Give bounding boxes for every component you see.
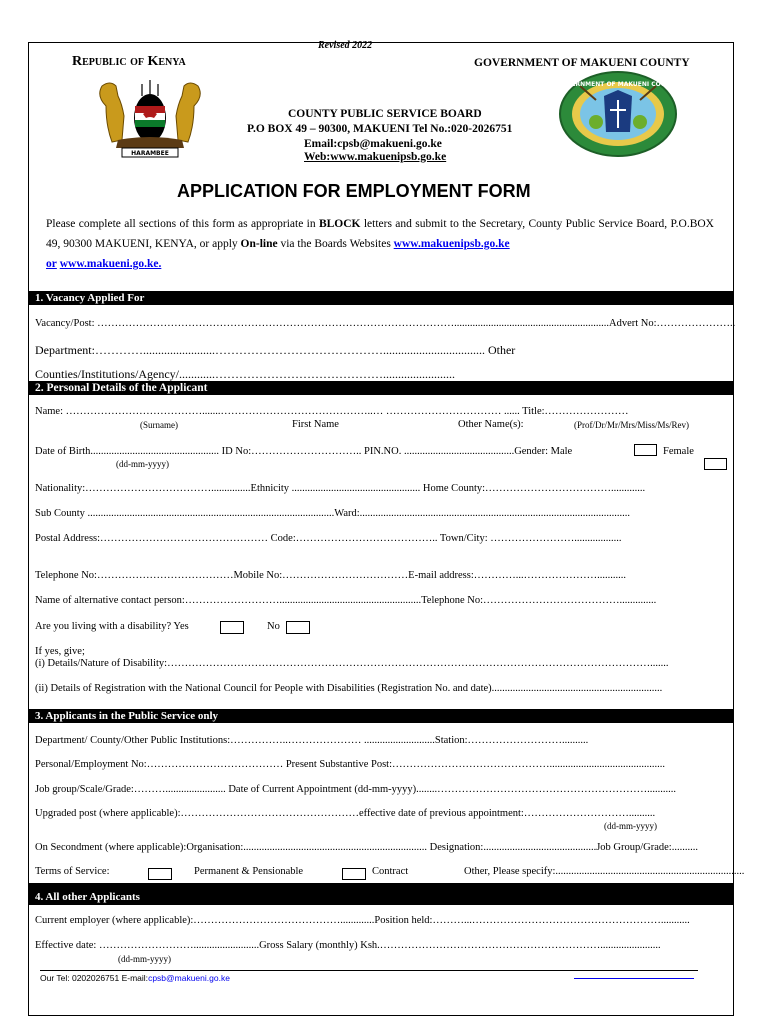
section-2-header: 2. Personal Details of the Applicant — [29, 381, 733, 395]
dob-id-pin-gender-row[interactable]: Date of Birth................................................. ID No:………………………….. PIN.NO. ..........................................Gender: Male — [35, 446, 573, 457]
department-field[interactable]: Department:…………........................…………………………………….................................. Other — [35, 343, 516, 357]
postal-address-row[interactable]: Postal Address:………………………………………… Code:………………………………….. Town/City: …………………….................. — [35, 533, 622, 544]
personal-number-row[interactable]: Personal/Employment No:………………………………… Present Substantive Post:………………………………………............................................ — [35, 759, 665, 770]
footer-link-rule — [574, 978, 694, 979]
county-heading: GOVERNMENT OF MAKUENI COUNTY — [474, 57, 690, 69]
effective-date-format: (dd-mm-yyyy) — [118, 954, 171, 964]
section-4-header: 4. All other Applicants — [29, 883, 733, 905]
secondment-row[interactable]: On Secondment (where applicable):Organisation:...................................................................... Designation:...........................................Job Group/Grade:.......... — [35, 842, 698, 853]
board-name: COUNTY PUBLIC SERVICE BOARD — [288, 108, 482, 120]
footer-email-link[interactable]: cpsb@makueni.go.ke — [148, 973, 230, 983]
makueni-website-link[interactable]: www.makueni.go — [59, 258, 145, 270]
vacancy-post-field[interactable]: Vacancy/Post: …………………………………………………………………………………………...........................................................Advert No:………………….. — [35, 318, 736, 329]
if-yes-label: If yes, give; — [35, 646, 85, 657]
intro-or: or — [46, 258, 57, 270]
disability-yes-checkbox[interactable] — [220, 621, 244, 634]
name-field[interactable]: Name: ………………………………….......……………………………………..… …………………………… ...... Title:…………………… — [35, 406, 629, 417]
permanent-checkbox[interactable] — [148, 868, 172, 880]
terms-of-service-label: Terms of Service: — [35, 866, 110, 877]
upgraded-post-row[interactable]: Upgraded post (where applicable):……………………………………………effective date of previous appointment:………………………….......... — [35, 808, 656, 819]
makueni-website-suffix[interactable]: .ke. — [144, 258, 162, 270]
disability-no-checkbox[interactable] — [286, 621, 310, 634]
intro-paragraph — [46, 214, 714, 274]
current-employer-row[interactable]: Current employer (where applicable):…………………………………….............Position held:………...………………………………………………........... — [35, 915, 690, 926]
section-1-header: 1. Vacancy Applied For — [29, 291, 733, 305]
title-options-caption: (Prof/Dr/Mr/Mrs/Miss/Ms/Rev) — [574, 420, 690, 430]
form-title: APPLICATION FOR EMPLOYMENT FORM — [177, 181, 531, 201]
nationality-row[interactable]: Nationality:………………………………...............Ethnicity ................................................. Home County:………………………………............. — [35, 483, 646, 494]
permanent-label: Permanent & Pensionable — [194, 866, 304, 877]
board-website: Web:www.makuenipsb.go.ke — [304, 151, 447, 163]
footer-rule — [40, 970, 698, 971]
dob-format-caption: (dd-mm-yyyy) — [116, 459, 169, 469]
kenya-coat-of-arms — [88, 76, 212, 162]
effective-date-row[interactable]: Effective date: ……………………….........................Gross Salary (monthly) Ksh.………………………………………………………....................... — [35, 940, 661, 951]
contract-label: Contract — [372, 866, 409, 877]
intro-block-word: BLOCK — [318, 218, 361, 230]
intro-text-1: Please complete all sections of this form as appropriate in — [46, 218, 319, 230]
disability-details-field[interactable]: (i) Details/Nature of Disability:…………………………………………………………………………………………………………………………....... — [35, 658, 669, 669]
gender-female-checkbox[interactable] — [704, 458, 727, 470]
disability-registration-field[interactable]: (ii) Details of Registration with the National Council for People with Disabilities (Registration No. and date)................................................................. — [35, 683, 663, 694]
appointment-date-format: (dd-mm-yyyy) — [604, 821, 657, 831]
footer-tel: Our Tel: 0202026751 E-mail: — [40, 973, 149, 983]
other-counties-field[interactable]: Counties/Institutions/Agency/............……………………………………........................ — [35, 367, 455, 381]
telephone-row[interactable]: Telephone No:…………………………………Mobile No:………………………………E-mail address:…………...…………………........... — [35, 570, 627, 581]
contract-checkbox[interactable] — [342, 868, 366, 880]
psb-website-link[interactable]: www.makuenipsb.go.ke — [393, 238, 510, 250]
first-name-caption: First Name — [292, 419, 339, 430]
intro-text-3: via the Boards Websites — [277, 238, 394, 250]
board-email: Email:cpsb@makueni.go.ke — [304, 138, 442, 150]
other-terms-field[interactable]: Other, Please specify:........................................................................ — [464, 866, 745, 877]
alternative-contact-row[interactable]: Name of alternative contact person:………………………......................................................Telephone No:………………………………….............. — [35, 595, 657, 606]
board-address: P.O BOX 49 – 90300, MAKUENI Tel No.:020-2026751 — [247, 123, 513, 135]
section-3-header: 3. Applicants in the Public Service only — [29, 709, 733, 723]
seal-ring-text: GOVERNMENT OF MAKUENI COUNTY — [556, 81, 680, 88]
public-department-row[interactable]: Department/ County/Other Public Institutions:……………..………………… ...........................Station:……………………….......... — [35, 735, 589, 746]
intro-text-2: letters and submit to the Secretary, County Public Service Board, P.O.BOX 49, 90300 MAKUENI, KENYA, or apply — [46, 218, 714, 250]
gender-male-checkbox[interactable] — [634, 444, 657, 456]
intro-online-word: On-line — [240, 238, 278, 250]
footer-contact — [40, 973, 230, 983]
disability-question: Are you living with a disability? Yes — [35, 621, 189, 632]
sub-county-row[interactable]: Sub County ..............................................................................................Ward:....................................................................................................... — [35, 508, 631, 519]
coat-of-arms-motto: HARAMBEE — [131, 150, 169, 157]
republic-heading: Republic of Kenya — [72, 54, 186, 69]
revised-note: Revised 2022 — [318, 40, 373, 51]
disability-no-label: No — [267, 621, 280, 632]
makueni-county-seal — [556, 70, 680, 158]
other-names-caption: Other Name(s): — [458, 419, 524, 430]
job-group-row[interactable]: Job group/Scale/Grade:………....................... Date of Current Appointment (dd-mm-yyyy)........……………………………………………………........... — [35, 784, 677, 795]
surname-caption: (Surname) — [140, 420, 178, 430]
female-label: Female — [663, 446, 694, 457]
